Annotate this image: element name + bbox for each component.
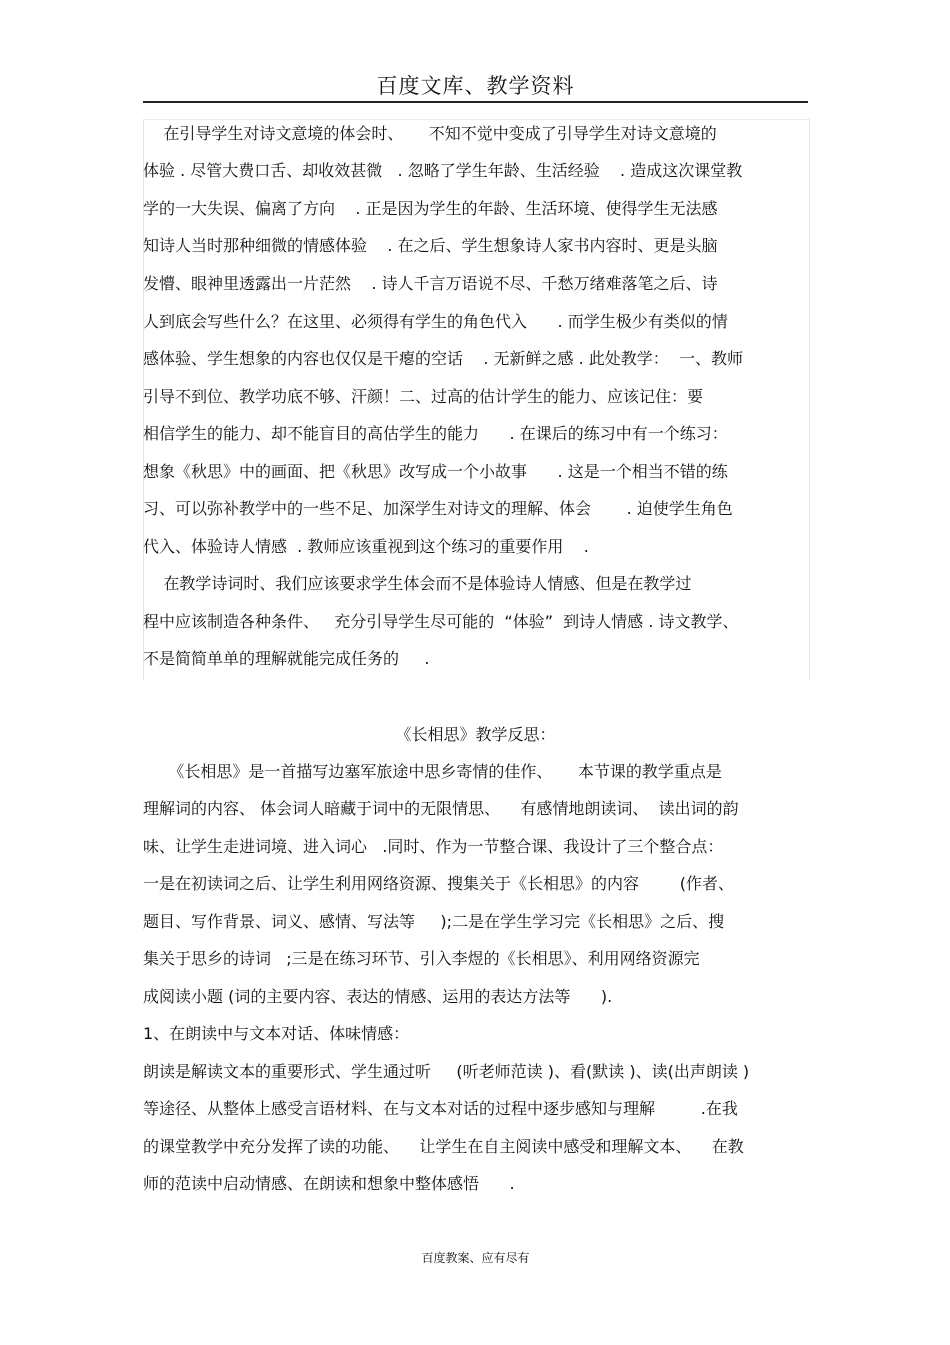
text-line: 成阅读小题 (词的主要内容、表达的情感、运用的表达方法等 ). (143, 987, 613, 1006)
text-line: 想象《秋思》中的画面、把《秋思》改写成一个小故事 . 这是一个相当不错的练 (143, 462, 728, 481)
text-line: 理解词的内容、 体会词人暗藏于词中的无限情思、 有感情地朗读词、 读出词的韵 (143, 799, 739, 818)
section-title: 《长相思》教学反思： (395, 725, 556, 744)
text-line: 知诗人当时那种细微的情感体验 . 在之后、学生想象诗人家书内容时、更是头脑 (143, 236, 718, 255)
text-line: 朗读是解读文本的重要形式、学生通过听 (听老师范读 )、看(默读 )、读(出声朗读 ) (143, 1062, 750, 1081)
text-line: 师的范读中启动情感、在朗读和想象中整体感悟 . (143, 1174, 515, 1193)
text-line: 相信学生的能力、却不能盲目的高估学生的能力 . 在课后的练习中有一个练习： (143, 424, 728, 443)
text-line: 等途径、从整体上感受言语材料、在与文本对话的过程中逐步感知与理解 .在我 (143, 1099, 738, 1118)
text-line: 在引导学生对诗文意境的体会时、 不知不觉中变成了引导学生对诗文意境的 (143, 124, 717, 143)
text-line: 《长相思》是一首描写边塞军旅途中思乡寄情的佳作、 本节课的教学重点是 (143, 762, 722, 781)
subheading: 1、在朗读中与文本对话、体味情感： (143, 1024, 410, 1043)
text-line: 程中应该制造各种条件、 充分引导学生尽可能的 “体验” 到诗人情感 . 诗文教学、 (143, 612, 739, 631)
text-line: 一是在初读词之后、让学生利用网络资源、搜集关于《长相思》的内容 (作者、 (143, 874, 734, 893)
text-line: 人到底会写些什么？在这里、必须得有学生的角色代入 . 而学生极少有类似的情 (143, 312, 728, 331)
text-line: 学的一大失误、偏离了方向 . 正是因为学生的年龄、生活环境、使得学生无法感 (143, 199, 718, 218)
header-divider (143, 101, 808, 103)
text-line: 味、让学生走进词境、进入词心 .同时、作为一节整合课、我设计了三个整合点： (143, 837, 724, 856)
text-line: 发懵、眼神里透露出一片茫然 . 诗人千言万语说不尽、千愁万绪难落笔之后、诗 (143, 274, 718, 293)
text-line: 代入、体验诗人情感 . 教师应该重视到这个练习的重要作用 . (143, 537, 589, 556)
text-line: 题目、写作背景、词义、感情、写法等 );二是在学生学习完《长相思》之后、搜 (143, 912, 725, 931)
text-line: 感体验、学生想象的内容也仅仅是干瘪的空话 . 无新鲜之感 . 此处教学： 一、教师 (143, 349, 743, 368)
text-line: 引导不到位、教学功底不够、汗颜！二、过高的估计学生的能力、应该记住：要 (143, 387, 704, 406)
page-header-title: 百度文库、教学资料 (376, 74, 575, 98)
text-line: 在教学诗词时、我们应该要求学生体会而不是体验诗人情感、但是在教学过 (143, 574, 692, 593)
page-footer: 百度教案、应有尽有 (421, 1251, 530, 1265)
text-line: 体验 . 尽管大费口舌、却收效甚微 . 忽略了学生年龄、生活经验 . 造成这次课堂教 (143, 161, 743, 180)
text-line: 的课堂教学中充分发挥了读的功能、 让学生在自主阅读中感受和理解文本、 在教 (143, 1137, 744, 1156)
text-line: 不是简简单单的理解就能完成任务的 . (143, 649, 430, 668)
text-line: 集关于思乡的诗词 ;三是在练习环节、引入李煜的《长相思》、利用网络资源完 (143, 949, 700, 968)
text-line: 习、可以弥补教学中的一些不足、加深学生对诗文的理解、体会 . 迫使学生角色 (143, 499, 733, 518)
